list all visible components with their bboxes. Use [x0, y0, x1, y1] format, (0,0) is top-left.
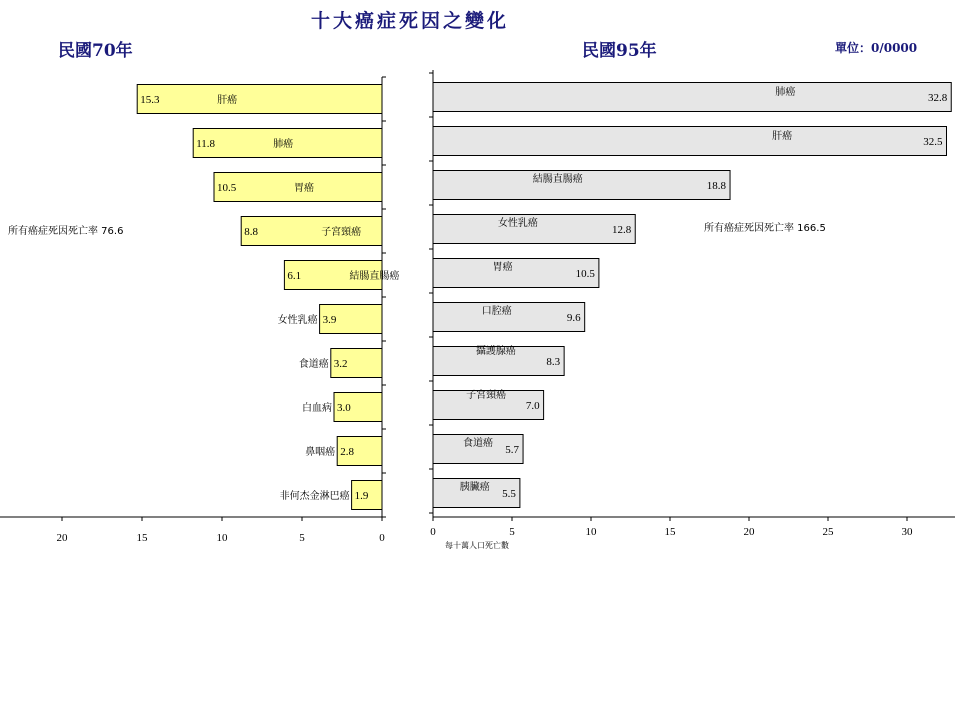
left-bar-category-label: 結腸直腸癌 [349, 271, 400, 282]
right-bar-category-label: 女性乳癌 [497, 218, 538, 229]
right-bar-value-label: 5.5 [502, 488, 516, 500]
right-bar-category-label: 結腸直腸癌 [532, 174, 583, 185]
right-bar-value-label: 9.6 [566, 312, 581, 324]
left-bar-category-label: 白血病 [302, 403, 332, 414]
right-x-tick-label: 30 [901, 526, 913, 538]
right-bar [433, 259, 599, 288]
right-bar-value-label: 10.5 [575, 268, 595, 280]
left-bar-category-label: 肝癌 [217, 95, 238, 106]
left-bar-category-label: 非何杰金淋巴癌 [279, 491, 350, 502]
left-panel-title: 民國70年 [58, 41, 133, 61]
left-bar-category-label: 肺癌 [273, 139, 294, 150]
right-bar-category-label: 胰臟癌 [459, 482, 490, 493]
left-bar-category-label: 鼻咽癌 [305, 447, 336, 458]
left-bar-category-label: 女性乳癌 [277, 315, 318, 326]
right-x-axis-label: 每十萬人口死亡數 [445, 541, 509, 550]
right-bar [433, 127, 947, 156]
right-bar-value-label: 32.8 [927, 92, 948, 104]
right-bar-value-label: 8.3 [546, 356, 561, 368]
right-x-tick-label: 10 [585, 526, 597, 538]
right-bar-value-label: 32.5 [923, 136, 943, 148]
right-x-tick-label: 25 [822, 526, 834, 538]
left-bar-value-label: 10.5 [217, 182, 237, 194]
right-x-tick-label: 0 [430, 526, 436, 538]
left-total-annotation: 所有癌症死因死亡率 76.6 [8, 226, 124, 237]
right-bar [433, 83, 951, 112]
right-bar-category-label: 食道癌 [463, 438, 494, 449]
right-bar-category-label: 肝癌 [772, 131, 793, 142]
left-bar-category-label: 食道癌 [298, 359, 329, 370]
right-bar-category-label: 胃癌 [492, 262, 513, 273]
chart-title: 十大癌症死因之變化 [310, 10, 509, 32]
left-bar [137, 85, 382, 114]
right-bar-category-label: 攝護腺癌 [475, 346, 516, 357]
left-bar-value-label: 3.0 [337, 402, 351, 414]
left-bar-value-label: 3.2 [333, 358, 348, 370]
right-bar-value-label: 12.8 [611, 224, 632, 236]
left-bar-value-label: 8.8 [244, 226, 258, 238]
right-bar-value-label: 5.7 [505, 444, 520, 456]
left-bar-category-label: 子宮頸癌 [321, 227, 362, 238]
left-x-tick-label: 15 [136, 532, 148, 544]
left-bar-value-label: 11.8 [196, 138, 216, 150]
unit-label: 單位：0/0000 [835, 41, 918, 55]
left-bar-value-label: 6.1 [287, 270, 302, 282]
right-bar-category-label: 口腔癌 [481, 306, 512, 317]
left-x-tick-label: 0 [379, 532, 385, 544]
right-panel-title: 民國95年 [582, 41, 657, 61]
right-x-tick-label: 5 [509, 526, 515, 538]
left-bar-value-label: 3.9 [322, 314, 337, 326]
right-total-annotation: 所有癌症死因死亡率 166.5 [704, 223, 826, 234]
left-x-tick-label: 5 [299, 532, 305, 544]
left-bar-value-label: 15.3 [140, 94, 160, 106]
right-bar-category-label: 肺癌 [775, 87, 796, 98]
left-bar-value-label: 2.8 [340, 446, 354, 458]
right-x-tick-label: 15 [664, 526, 676, 538]
left-bar-category-label: 胃癌 [294, 183, 314, 194]
left-x-tick-label: 10 [216, 532, 228, 544]
right-bar-category-label: 子宮頸癌 [466, 390, 507, 401]
left-bar-value-label: 1.9 [354, 490, 369, 502]
left-x-tick-label: 20 [56, 532, 68, 544]
right-x-tick-label: 20 [743, 526, 755, 538]
right-bar-value-label: 7.0 [525, 400, 540, 412]
right-bar-value-label: 18.8 [706, 180, 727, 192]
